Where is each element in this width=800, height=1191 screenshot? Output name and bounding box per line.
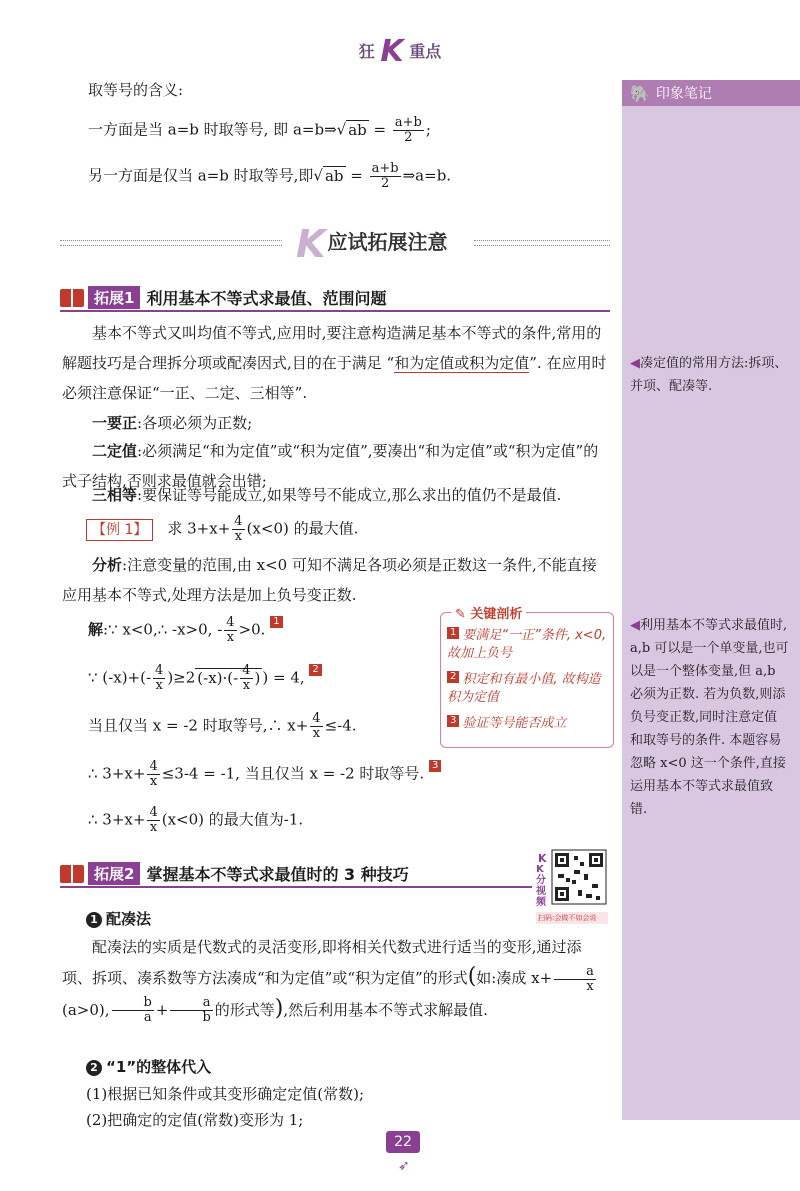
solution-line-4: ∴ 3+x+ $\frac{4}{x}$ ≤3-4 = -1, 当且仅当 x = -2 时取等号. 3 <box>88 760 441 789</box>
header-left: 狂 <box>358 42 375 61</box>
sidebar-header <box>622 80 800 106</box>
key-item-2: 2 积定和有最小值, 故构造积为定值 <box>447 671 601 705</box>
bird-icon: ➶ <box>398 1158 410 1174</box>
sidebar <box>622 80 800 1120</box>
example-tag: 【例 1】 <box>86 519 153 541</box>
book-icon <box>60 865 84 883</box>
intro-line-2: 一方面是当 a=b 时取等号, 即 a=b⇒√ ab = $\frac{a+b}{2}$ ; <box>88 115 431 145</box>
technique-2-heading: 2 “1”的整体代入 <box>86 1056 211 1077</box>
page-number: 22 <box>386 1131 420 1153</box>
ext1-heading <box>60 286 386 309</box>
key-analysis-title: ✎ 关键剖析 <box>451 603 526 622</box>
banner-title: K应试拓展注意 <box>296 222 448 266</box>
ext1-rule-1: 一要正:各项必须为正数; <box>92 414 253 432</box>
ext1-rule-2: 二定值:必须满足“和为定值”或“积为定值”,要凑出“和为定值”或“积为定值”的式子结构,否则求最值就会出错; <box>62 442 599 490</box>
marker-2: 2 <box>309 664 321 676</box>
book-icon <box>60 289 84 307</box>
section-banner <box>60 222 610 266</box>
technique-1-heading: 1 配凑法 <box>86 908 151 929</box>
solution-line-1: 解:∵ x<0,∴ -x>0, - $\frac{4}{x}$ >0. 1 <box>88 616 283 645</box>
technique-2-step-2: (2)把确定的定值(常数)变形为 1; <box>86 1111 304 1129</box>
triangle-icon: ◀ <box>630 618 640 633</box>
marker-3: 3 <box>429 760 441 772</box>
marker-1: 1 <box>270 616 282 628</box>
ext1-title: 利用基本不等式求最值、范围问题 <box>146 289 387 308</box>
key-item-3: 3 验证等号能否成立 <box>447 715 609 733</box>
ext1-tag: 拓展1 <box>88 286 140 309</box>
solution-line-3: 当且仅当 x = -2 时取等号,∴ x+ $\frac{4}{x}$ ≤-4. <box>88 711 357 741</box>
sidebar-title: 印象笔记 <box>655 86 712 102</box>
key-item-1: 1 要满足“一正”条件, x<0, 故加上负号 <box>447 627 607 661</box>
side-note-1: ◀凑定值的常用方法:拆项、并项、配凑等. <box>630 356 788 394</box>
ext2-title: 掌握基本不等式求最值时的 3 种技巧 <box>146 865 409 884</box>
header-k-logo: K <box>380 34 404 69</box>
ext1-paragraph: 基本不等式又叫均值不等式,应用时,要注意构造满足基本不等式的条件,常用的解题技巧是合理拆分项或配凑因式,目的在于满足 “和为定值或积为定值”. 在应用时必须注意保证“一正、二定、三相等”. <box>62 324 607 402</box>
ext2-heading <box>60 862 409 885</box>
example-1: 【例 1】 求 3+x+ $\frac{4}{x}$ (x<0) 的最大值. <box>86 515 358 544</box>
qr-caption: 扫码:会做不如会说 <box>538 914 597 922</box>
svg-text:K: K <box>538 852 547 865</box>
technique-1-text: 配凑法的实质是代数式的灵活变形,即将相关代数式进行适当的变形,通过添项、拆项、凑系数等方法凑成“和为定值”或“积为定值”的形式(如:凑成 x+ $\frac{a}{x}$ (a>0), $\frac{b}{a}$ + $\frac{a}{b}$ 的形式等),然后利用基本不等式求解最值. <box>62 938 594 1025</box>
ext2-tag: 拓展2 <box>88 862 140 885</box>
technique-2-step-1: (1)根据已知条件或其变形确定定值(常数); <box>86 1085 365 1103</box>
intro-line-3: 另一方面是仅当 a=b 时取等号,即√ ab = $\frac{a+b}{2}$ ⇒a=b. <box>88 161 452 191</box>
elephant-icon: 🐘 <box>630 83 650 103</box>
key-analysis-box <box>440 607 614 748</box>
solution-line-2: ∵ (-x)+(- $\frac{4}{x}$ )≥2 (-x)·(- $\frac{4}{x}$ ) ) = 4, 2 <box>88 664 322 693</box>
qr-label: K分视频 <box>536 864 546 908</box>
side-note-2: ◀利用基本不等式求最值时, a,b 可以是一个单变量,也可以是一个整体变量,但 a,b 必须为正数. 若为负数,则添负号变正数,同时注意定值和取等号的条件. 本题容易忽略 x<0 这一个条件,直接运用基本不等式求最值致错. <box>630 618 789 817</box>
analysis: 分析:注意变量的范围,由 x<0 可知不满足各项必须是正数这一条件,不能直接应用基本不等式,处理方法是加上负号变正数. <box>62 556 597 604</box>
header-right: 重点 <box>409 42 442 61</box>
qr-code[interactable] <box>536 848 608 924</box>
page-header <box>0 34 800 69</box>
triangle-icon: ◀ <box>630 356 640 371</box>
intro-line-1: 取等号的含义: <box>88 81 184 99</box>
solution-line-5: ∴ 3+x+ $\frac{4}{x}$ (x<0) 的最大值为-1. <box>88 805 304 835</box>
ext1-rule-3: 三相等:要保证等号能成立,如果等号不能成立,那么求出的值仍不是最值. <box>92 486 562 504</box>
